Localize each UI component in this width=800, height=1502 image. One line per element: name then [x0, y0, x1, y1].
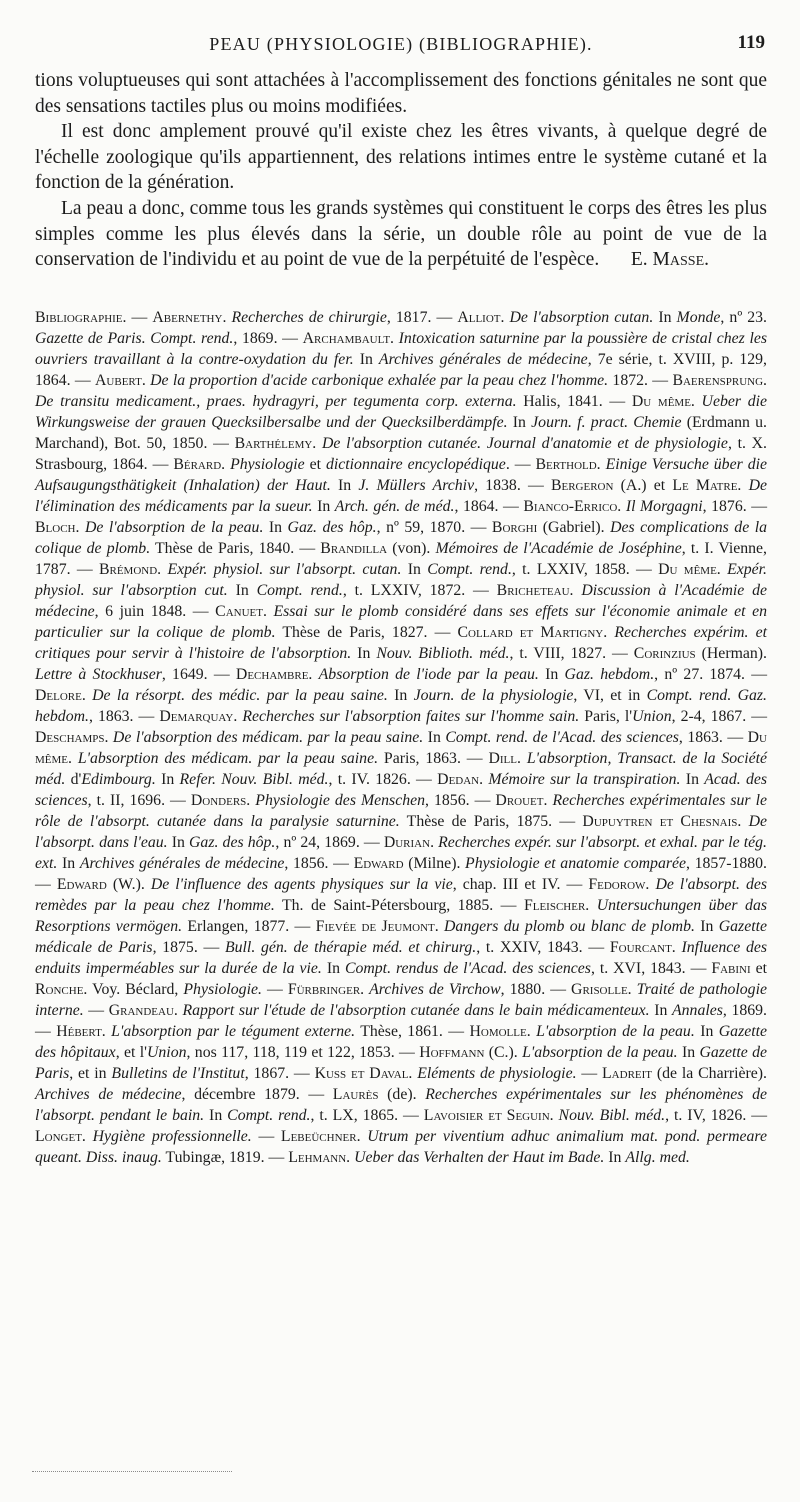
citation-text: , t. IV. 1826. — [328, 770, 438, 788]
citation-text: , nº 24, 1869. — [275, 833, 384, 851]
work-title: J. Müllers Archiv [358, 476, 475, 494]
work-title: Essai sur le plomb considéré dans ses effets sur l'économie animale et en particulier sur la colique de plomb. [35, 602, 767, 641]
author-name: Donders. [190, 791, 251, 809]
work-title: Gaz. des hôp. [189, 833, 276, 851]
work-title: dictionnaire encyclopédique [325, 455, 506, 473]
citation-text: In [227, 581, 257, 599]
citation-text: , 1869. — [233, 329, 303, 347]
citation-text: Paris, 1863. — [378, 749, 489, 767]
work-title: Expér. physiol. sur l'absorption cut. [35, 560, 767, 599]
author-name: Delore. [35, 686, 86, 704]
citation-text: , 1649. — [161, 665, 236, 683]
work-title: Journ. f. pract. Chemie [531, 413, 682, 431]
citation-text: , 1875. — [152, 938, 225, 956]
paragraph [35, 196, 767, 273]
author-name: Fleischer. [523, 896, 590, 914]
citation-text: In [538, 665, 565, 683]
citation-text: — [261, 980, 288, 998]
paragraph: Il est donc amplement prouvé qu'il existe chez les êtres vivants, à quelque degré de l'échelle zoologique qu'ils appartiennent, des relations intimes entre le système cutané et la fonction de la génération. [35, 121, 767, 194]
author-name: Bibliographie. [35, 308, 127, 326]
work-title: Gazette médicale de Paris [35, 917, 767, 956]
work-title: Absorption de l'iode par la peau. [318, 665, 539, 683]
author-name: Baerensprung. [672, 371, 768, 389]
work-title: Archives générales de médecine [378, 350, 588, 368]
citation-text: In [167, 833, 190, 851]
author-name: Fievée de Jeumont. [315, 917, 439, 935]
citation-text: — [126, 308, 153, 326]
author-name: Demarquay. [159, 707, 238, 725]
author-name: Ladreit [602, 1064, 653, 1082]
work-title: De l'absorpt. des remèdes par la peau chez l'homme. [35, 875, 768, 914]
work-title: Bull. gén. de thérapie méd. et chirurg. [225, 938, 477, 956]
author-name: Fabini [711, 959, 751, 977]
work-title: Monde [676, 308, 721, 326]
citation-text: — [83, 1001, 109, 1019]
work-title: Physiologie [230, 455, 305, 473]
citation-text: , t. X. Strasbourg, 1864. — [35, 434, 767, 473]
work-title: De la proportion d'acide carbonique exhalée par la peau chez l'homme. [150, 371, 609, 389]
footer-dotted-rule [32, 1471, 232, 1472]
author-name: Bloch. [35, 518, 80, 536]
citation-text: (A.) et [613, 476, 673, 494]
work-title: Physiologie. [183, 980, 262, 998]
citation-text [589, 897, 596, 914]
work-title: Gaz. des hôp. [287, 518, 377, 536]
author-name: Dechambre. [235, 665, 313, 683]
author-name: Ronche. [35, 980, 88, 998]
citation-text: , t. XVI, 1843. — [590, 959, 712, 977]
author-name: Du même. [35, 728, 767, 767]
citation-text: , t. LXXIV, 1872. — [342, 581, 497, 599]
citation-text: , et l' [115, 1043, 147, 1061]
citation-text: — [576, 1064, 603, 1082]
author-name: Collard et Martigny. [457, 623, 608, 641]
citation-text: (Gabriel). [537, 518, 611, 536]
author-name: Lehmann. [288, 1148, 351, 1166]
citation-text: (Herman). [695, 644, 767, 662]
citation-text: Th. de Saint-Pétersbourg, 1885. — [274, 896, 524, 914]
citation-text: , nº 27. 1874. — [654, 665, 767, 683]
work-title: Gaz. hebdom. [564, 665, 655, 683]
running-title: PEAU (PHYSIOLOGIE) (BIBLIOGRAPHIE). [209, 34, 593, 54]
paragraph-text: La peau a donc, comme tous les grands systèmes qui constituent le corps des êtres les plus simples comme les plus élevés dans la série, un double rôle au point de vue de la conservation de l'individu et au point de vue de la perpétuité de l'espèce. [35, 197, 767, 271]
citation-text: (Milne). [403, 854, 466, 872]
author-name: Corinzius [633, 644, 696, 662]
author-name: Drouet. [495, 791, 548, 809]
work-title: De l'absorption cutan. [509, 308, 654, 326]
work-title: Einige Versuche über die Aufsaugungsthätigkeit (Inhalation) der Haut. [35, 455, 767, 494]
work-title: Nouv. Bibl. méd. [558, 1106, 666, 1124]
citation-text: In [204, 1106, 228, 1124]
work-title: L'absorption de la peau. [536, 1022, 695, 1040]
citation-text: , et in [69, 1064, 112, 1082]
citation-text: , 1856. — [425, 791, 496, 809]
work-title: Acad. des sciences [35, 770, 768, 809]
work-title: Eléments de physiologie. [417, 1064, 577, 1082]
citation-text: , 7e série, t. XVIII, p. 129, 1864. — [35, 350, 767, 389]
work-title: Union [632, 707, 672, 725]
work-title: Recherches expér. sur l'absorpt. et exhal. par le tég. ext. [35, 833, 767, 872]
citation-text: et [750, 959, 768, 977]
citation-text: In [653, 308, 677, 326]
citation-text: , 1863. — [678, 728, 748, 746]
author-name: Du même. [658, 560, 721, 578]
work-title: Physiologie des Menschen [255, 791, 426, 809]
author-name: Longet. [35, 1127, 86, 1145]
author-name: Brandilla [320, 539, 388, 557]
book-page [35, 30, 767, 1168]
work-title: Edimbourg. [81, 770, 156, 788]
citation-text: , t. II, 1696. — [87, 791, 191, 809]
citation-text: In [677, 1043, 700, 1061]
citation-text: Voy. Béclard, [87, 980, 184, 998]
work-title: Intoxication saturnine par la poussière de cristal chez les ouvriers travaillant à la contre-oxydation du fer. [35, 329, 768, 368]
citation-text: , t. VIII, 1827. — [509, 644, 634, 662]
work-title: Discussion à l'Académie de médecine [35, 581, 767, 620]
work-title: Ueber die Wirkungsweise der grauen Quecksilbersalbe und der Quecksilberdämpfe. [35, 392, 767, 431]
work-title: Arch. gén. de méd. [334, 497, 455, 515]
citation-text: , chap. III et IV. — [452, 875, 589, 893]
work-title: De l'absorption des médicam. par la peau saine. [112, 728, 424, 746]
citation-text [86, 1128, 93, 1145]
citation-text: , t. LX, 1865. — [310, 1106, 424, 1124]
citation-text: , t. IV, 1826. — [665, 1106, 768, 1124]
citation-text: , 1876. — [702, 497, 768, 515]
work-title: Untersuchungen über das Resorptions vermögen. [35, 896, 767, 935]
author-name: Dill. [488, 749, 521, 767]
citation-text: , nos 117, 118, 119 et 122, 1853. — [186, 1043, 420, 1061]
work-title: De l'élimination des médicaments par la sueur. [35, 476, 767, 515]
author-name: Alliot. [457, 308, 505, 326]
citation-text: In [312, 497, 335, 515]
citation-text: , t. I. Vienne, 1787. — [35, 539, 768, 578]
work-title: Il Morgagni [625, 497, 703, 515]
author-name: Lebeüchner. [280, 1127, 361, 1145]
author-name: Fourcant. [609, 938, 676, 956]
work-title: Recherches expérimentales sur le rôle de l'absorpt. cutanée dans la paralysie saturnine. [35, 791, 768, 830]
author-name: Bianco-Errico. [523, 497, 622, 515]
author-name: Homolle. [469, 1022, 531, 1040]
work-title: Hygiène professionnelle. [92, 1127, 252, 1145]
citation-text: In [694, 917, 719, 935]
work-title: De transitu medicament., praes. hydragyri, per tegumenta corp. externa. [35, 392, 517, 410]
citation-text [741, 477, 748, 494]
citation-text: (de). [378, 1085, 426, 1103]
work-title: Traité de pathologie interne. [35, 980, 767, 1019]
work-title: L'absorption de la peau. [522, 1043, 678, 1061]
citation-text: In [155, 770, 180, 788]
citation-text: d' [65, 770, 82, 788]
author-name: Barthélemy. [234, 434, 317, 452]
author-name: Edward [353, 854, 404, 872]
author-name: Kuss et Daval. [314, 1064, 413, 1082]
citation-text: . — [505, 455, 536, 473]
citation-text: , 1857-1880. — [35, 854, 767, 893]
work-title: Mémoires de l'Académie de Joséphine [435, 539, 682, 557]
work-title: Allg. med. [625, 1148, 690, 1166]
author-name: Lavoisier et Seguin. [423, 1106, 554, 1124]
paragraph: tions voluptueuses qui sont attachées à l'accomplissement des fonctions génitales ne sont que des sensations tactiles plus ou moins modifiées. [35, 70, 767, 117]
citation-text: , VI, et in [573, 686, 647, 704]
page-header [35, 30, 767, 60]
citation-text: , 1838. — [474, 476, 551, 494]
author-signature: E. Masse. [630, 249, 709, 271]
work-title: Compt. rend. [427, 560, 512, 578]
work-title: Recherches sur l'absorption faites sur l'homme sain. [242, 707, 580, 725]
citation-text: In [423, 728, 446, 746]
author-name: Grandeau. [108, 1001, 178, 1019]
work-title: Annales [672, 1001, 723, 1019]
citation-text: Tubingæ, 1819. — [161, 1148, 289, 1166]
author-name: Deschamps. [35, 728, 109, 746]
author-name: Dupuytren et Chesnais. [582, 812, 742, 830]
citation-text: Erlangen, 1877. — [182, 917, 316, 935]
work-title: Compt. rend. Gaz. hebdom. [35, 686, 767, 725]
citation-text: In [387, 686, 414, 704]
work-title: Gazette de Paris [35, 1043, 768, 1082]
author-name: Durian. [383, 833, 435, 851]
author-name: Fedorow. [588, 875, 650, 893]
citation-text: Thèse de Paris, 1827. — [275, 623, 458, 641]
author-name: Bergeron [550, 476, 614, 494]
work-title: Archives générales de médecine [79, 854, 285, 872]
work-title: Gazette de Paris. Compt. rend. [35, 329, 234, 347]
citation-text: (W.). [106, 875, 151, 893]
author-name: Aubert. [95, 371, 146, 389]
work-title: Refer. Nouv. Bibl. méd. [179, 770, 329, 788]
citation-text: In [351, 644, 377, 662]
work-title: De l'absorption de la peau. [84, 518, 264, 536]
citation-text: , 1817. — [386, 308, 458, 326]
author-name: Berthold. [535, 455, 601, 473]
work-title: Compt. rend. [227, 1106, 311, 1124]
work-title: Gazette des hôpitaux [35, 1022, 768, 1061]
citation-text: , 1880. — [500, 980, 572, 998]
author-name: Archambault. [302, 329, 394, 347]
work-title: Nouv. Biblioth. méd. [376, 644, 510, 662]
work-title: Union [147, 1043, 187, 1061]
citation-text: In [330, 476, 359, 494]
citation-text: In [649, 1001, 672, 1019]
author-name: Abernethy. [152, 308, 227, 326]
work-title: Bulletins de l'Institut [111, 1064, 245, 1082]
author-name: Laurès [332, 1085, 379, 1103]
citation-text: 1872. — [608, 371, 673, 389]
citation-text: et [304, 455, 326, 473]
author-name: Fürbringer. [287, 980, 365, 998]
author-name: Edward [56, 875, 107, 893]
citation-text: , nº 59, 1870. — [376, 518, 492, 536]
citation-text: , décembre 1879. — [181, 1085, 333, 1103]
citation-text: Paris, l' [579, 707, 633, 725]
work-title: Archives de médecine [35, 1085, 182, 1103]
work-title: Ueber das Verhalten der Haut im Bade. [354, 1148, 605, 1166]
author-name: Bricheteau. [496, 581, 574, 599]
citation-text: In [353, 350, 379, 368]
author-name: Du même. [631, 392, 695, 410]
work-title: Compt. rend. [256, 581, 343, 599]
work-title: Dangers du plomb ou blanc de plomb. [444, 917, 695, 935]
citation-text [695, 393, 702, 410]
author-name: Bérard. [173, 455, 226, 473]
citation-text: , t. XXIV, 1843. — [476, 938, 610, 956]
author-name: Borghi [491, 518, 538, 536]
work-title: Expér. physiol. sur l'absorpt. cutan. [167, 560, 402, 578]
work-title: Archives de Virchow [369, 980, 501, 998]
citation-text: In [680, 770, 705, 788]
citation-text: — [251, 1127, 281, 1145]
citation-text: In [507, 413, 532, 431]
citation-text: In [263, 518, 288, 536]
work-title: Recherches expérim. et critiques pour servir à l'histoire de l'absorption. [35, 623, 768, 662]
work-title: Rapport sur l'étude de l'absorption cutanée dans le bain médicamenteux. [182, 1001, 650, 1019]
citation-text: , 1869. — [35, 1001, 768, 1040]
work-title: De l'absorption cutanée. Journal d'anatomie et de physiologie [321, 434, 728, 452]
citation-text: Thèse de Paris, 1875. — [399, 812, 583, 830]
citation-text: , 6 juin 1848. — [94, 602, 216, 620]
work-title: De la résorpt. des médic. par la peau saine. [92, 686, 388, 704]
work-title: Utrum per viventium adhuc animalium mat. pond. permeare queant. Diss. inaug. [35, 1127, 767, 1166]
work-title: Compt. rend. de l'Acad. des sciences [445, 728, 679, 746]
citation-text: (Erdmann u. Marchand), Bot. 50, 1850. — [35, 413, 767, 452]
work-title: Journ. de la physiologie [413, 686, 574, 704]
work-title: Lettre à Stockhuser [35, 665, 162, 683]
citation-text: (C.). [484, 1043, 523, 1061]
citation-text: Halis, 1841. — [516, 392, 632, 410]
work-title: Physiologie et anatomie comparée [465, 854, 687, 872]
citation-text: , t. LXXIV, 1858. — [511, 560, 659, 578]
article-text [35, 68, 767, 273]
citation-text: , 1867. — [244, 1064, 315, 1082]
author-name: Grisolle. [571, 980, 632, 998]
page-number: 119 [737, 32, 765, 53]
work-title: Recherches de chirurgie [231, 308, 387, 326]
citation-text: , 1864. — [454, 497, 524, 515]
work-title: De l'influence des agents physiques sur la vie [150, 875, 453, 893]
work-title: De l'absorpt. dans l'eau. [35, 812, 768, 851]
citation-text: In [604, 1148, 626, 1166]
citation-text: Thèse, 1861. — [355, 1022, 470, 1040]
author-name: Hoffmann [419, 1043, 485, 1061]
citation-text: In [57, 854, 80, 872]
author-name: Hébert. [56, 1022, 106, 1040]
citation-text: Thèse de Paris, 1840. — [150, 539, 321, 557]
bibliography [35, 307, 767, 1168]
work-title: L'absorption des médicam. par la peau saine. [77, 749, 379, 767]
work-title: Influence des enduits imperméables sur la durée de la vie. [35, 938, 768, 977]
author-name: Dedan. [437, 770, 484, 788]
author-name: Brémond. [98, 560, 162, 578]
citation-text: , 1856. — [284, 854, 354, 872]
work-title: L'absorption, Transact. de la Société méd. [35, 749, 767, 788]
work-title: Mémoire sur la transpiration. [488, 770, 681, 788]
work-title: Des complications de la colique de plomb. [35, 518, 767, 557]
citation-text: (von). [387, 539, 436, 557]
author-name: Canuet. [215, 602, 267, 620]
work-title: Compt. rendus de l'Acad. des sciences [344, 959, 591, 977]
work-title: Recherches expérimentales sur les phénomènes de l'absorpt. pendant le bain. [35, 1085, 767, 1124]
citation-text: In [401, 560, 428, 578]
citation-text: , 1863. — [88, 707, 160, 725]
citation-text: In [694, 1022, 719, 1040]
work-title: L'absorption par le tégument externe. [111, 1022, 356, 1040]
citation-text: , nº 23. [720, 308, 768, 326]
citation-text: , 2-4, 1867. — [671, 707, 767, 725]
citation-text [741, 813, 748, 830]
citation-text: In [321, 959, 345, 977]
author-name: Le Matre. [672, 476, 742, 494]
citation-text: (de la Charrière). [652, 1064, 767, 1082]
